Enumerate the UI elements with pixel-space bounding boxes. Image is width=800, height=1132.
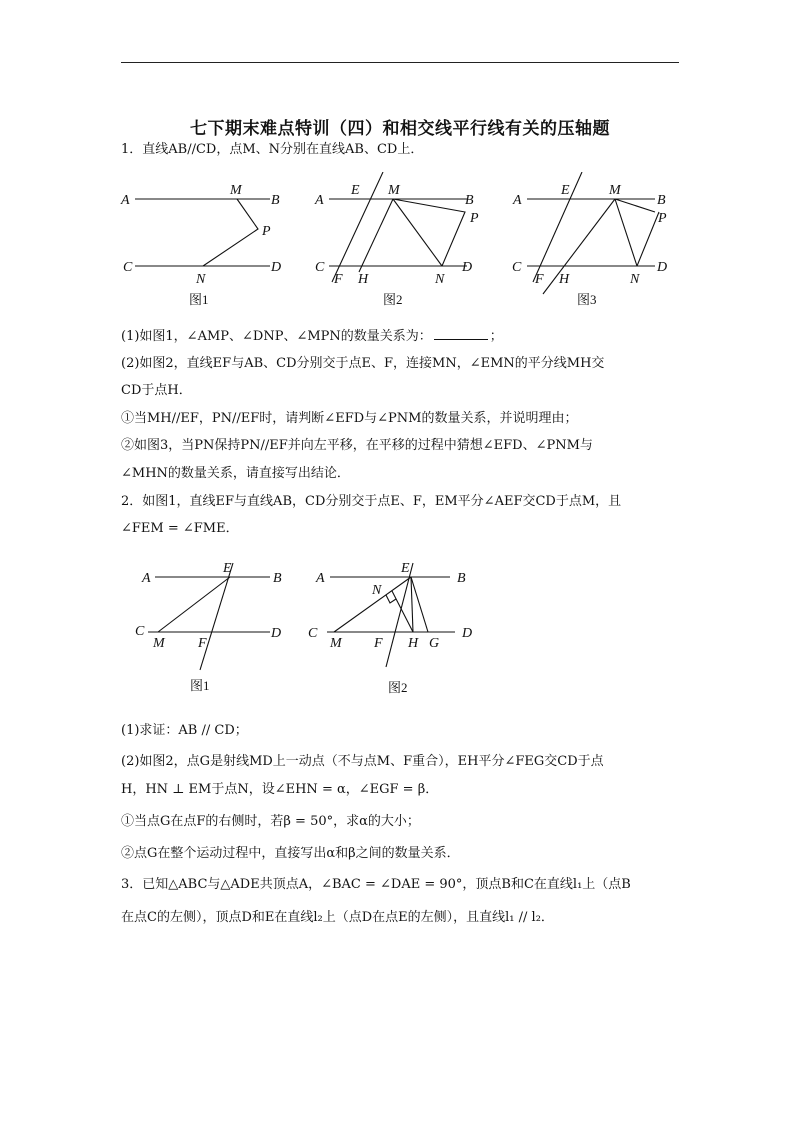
- label-H: H: [358, 272, 369, 287]
- q1-fig1-caption: 图1: [189, 292, 209, 307]
- q2-figure-2: [327, 563, 455, 667]
- q1-part2-sub1: ①当MH//EF，PN//EF时，请判断∠EFD与∠PNM的数量关系，并说明理由；: [121, 411, 578, 426]
- page-title: 七下期末难点特训（四）和相交线平行线有关的压轴题: [190, 119, 610, 139]
- q3-line2: 在点C的左侧），顶点D和E在直线l₂上（点D在点E的左侧），且直线l₁ // l₂．: [121, 910, 554, 925]
- label-N: N: [196, 272, 206, 287]
- label-M: M: [230, 183, 242, 198]
- label-H: H: [559, 272, 570, 287]
- q1-part2-sub2-line1: ②如图3，当PN保持PN//EF并向左平移，在平移的过程中猜想∠EFD、∠PNM与: [121, 438, 593, 453]
- label-M: M: [153, 636, 165, 651]
- label-D: D: [462, 626, 473, 641]
- header-rule: [121, 62, 679, 63]
- q2-intro-line1: 2．如图1，直线EF与直线AB，CD分别交于点E、F，EM平分∠AEF交CD于点M，且: [121, 494, 622, 509]
- label-C: C: [308, 626, 318, 641]
- q1-figures: [115, 172, 685, 312]
- label-M: M: [388, 183, 400, 198]
- q3-line1: 3．已知△ABC与△ADE共顶点A，∠BAC = ∠DAE = 90°，顶点B和C在直线l₁上（点B: [121, 877, 631, 892]
- label-M: M: [609, 183, 621, 198]
- label-B: B: [657, 193, 666, 208]
- label-E: E: [401, 561, 410, 576]
- label-C: C: [123, 260, 133, 275]
- label-C: C: [315, 260, 325, 275]
- q2-part2-line1: (2)如图2，点G是射线MD上一动点（不与点M、F重合），EH平分∠FEG交CD于点: [121, 754, 604, 769]
- label-F: F: [198, 636, 207, 651]
- label-N: N: [372, 583, 382, 598]
- label-P: P: [262, 224, 271, 239]
- q2-figure-2-labels: [308, 561, 472, 651]
- q1-part2-line2: CD于点H．: [121, 383, 192, 398]
- q1-part2-sub2-line2: ∠MHN的数量关系，请直接写出结论．: [121, 466, 350, 481]
- label-F: F: [535, 272, 544, 287]
- q1-part2-line1: (2)如图2，直线EF与AB、CD分别交于点E、F，连接MN，∠EMN的平分线MH交: [121, 356, 605, 371]
- q2-fig1-caption: 图1: [190, 678, 210, 693]
- label-A: A: [513, 193, 522, 208]
- label-D: D: [271, 626, 282, 641]
- label-A: A: [316, 571, 325, 586]
- label-C: C: [135, 624, 145, 639]
- label-C: C: [512, 260, 522, 275]
- label-P: P: [470, 211, 479, 226]
- label-H: H: [408, 636, 419, 651]
- q2-fig2-caption: 图2: [388, 680, 408, 695]
- label-F: F: [374, 636, 383, 651]
- label-F: F: [334, 272, 343, 287]
- label-B: B: [465, 193, 474, 208]
- q2-figure-1-labels: [135, 561, 282, 651]
- q1-figure-1: [135, 199, 270, 266]
- label-A: A: [121, 193, 130, 208]
- label-M: M: [330, 636, 342, 651]
- label-N: N: [435, 272, 445, 287]
- q2-part1: (1)求证：AB // CD；: [121, 723, 248, 738]
- label-N: N: [630, 272, 640, 287]
- label-E: E: [351, 183, 360, 198]
- label-D: D: [657, 260, 668, 275]
- label-D: D: [462, 260, 473, 275]
- q2-part2-sub2: ②点G在整个运动过程中，直接写出α和β之间的数量关系．: [121, 846, 460, 861]
- label-B: B: [271, 193, 280, 208]
- label-B: B: [457, 571, 466, 586]
- label-G: G: [429, 636, 440, 651]
- q2-part2-line2: H，HN ⊥ EM于点N，设∠EHN = α，∠EGF = β．: [121, 782, 439, 797]
- label-E: E: [223, 561, 232, 576]
- q2-figure-1: [148, 563, 270, 670]
- q2-intro-line2: ∠FEM = ∠FME．: [121, 521, 239, 536]
- q1-part1: (1)如图1，∠AMP、∠DNP、∠MPN的数量关系为： ；: [121, 329, 503, 344]
- q1-intro: 1．直线AB//CD，点M、N分别在直线AB、CD上．: [121, 142, 424, 157]
- label-D: D: [271, 260, 282, 275]
- q1-fig2-caption: 图2: [383, 292, 403, 307]
- answer-blank: [434, 327, 488, 340]
- q2-part2-sub1: ①当点G在点F的右侧时，若β = 50°，求α的大小；: [121, 814, 420, 829]
- label-E: E: [561, 183, 570, 198]
- q2-figures: [130, 555, 490, 700]
- label-P: P: [658, 211, 667, 226]
- q1-fig3-caption: 图3: [577, 292, 597, 307]
- label-B: B: [273, 571, 282, 586]
- label-A: A: [142, 571, 151, 586]
- label-A: A: [315, 193, 324, 208]
